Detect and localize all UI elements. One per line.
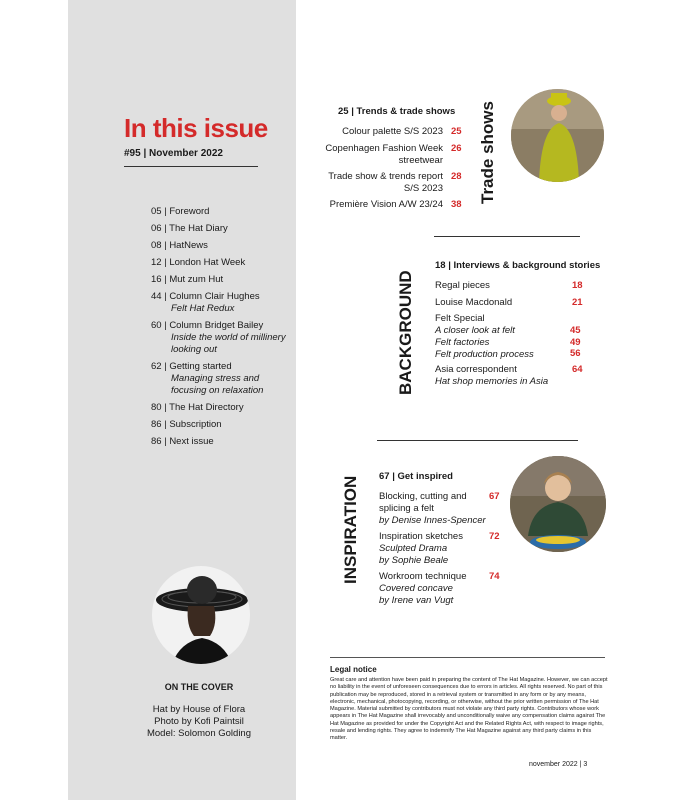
inspiration-section-heading: 67 | Get inspired — [379, 471, 453, 482]
page-number: 45 — [570, 325, 581, 336]
page-number: 18 — [572, 280, 583, 291]
section-divider — [377, 440, 578, 441]
toc-item[interactable]: 86 | Subscription — [151, 419, 222, 430]
trade-entry[interactable]: Copenhagen Fashion Week streetwear — [325, 143, 443, 166]
trade-entry[interactable]: Première Vision A/W 23/24 — [329, 199, 443, 210]
trade-entry[interactable]: Colour palette S/S 2023 — [342, 126, 443, 137]
inspiration-entry[interactable]: Blocking, cutting and splicing a felt by Denise Innes-Spencer — [379, 491, 486, 526]
trade-photo — [511, 89, 604, 182]
cover-label: ON THE COVER — [164, 682, 234, 692]
toc-item[interactable]: 06 | The Hat Diary — [151, 223, 228, 234]
toc-item[interactable]: 86 | Next issue — [151, 436, 214, 447]
section-divider — [434, 236, 580, 237]
page-number: 67 — [489, 491, 500, 502]
background-vertical-label: BACKGROUND — [396, 270, 415, 395]
cover-photo — [152, 566, 250, 664]
toc-item[interactable]: 16 | Mut zum Hut — [151, 274, 224, 285]
inspiration-vertical-label: INSPIRATION — [341, 475, 360, 584]
legal-divider — [330, 657, 605, 658]
toc-item[interactable]: 62 | Getting started Managing stress and focusing on relaxation — [151, 361, 264, 396]
page-number: 38 — [451, 199, 462, 210]
toc-item[interactable]: 80 | The Hat Directory — [151, 402, 244, 413]
background-entry[interactable]: Regal pieces — [435, 280, 490, 291]
background-entry[interactable]: Louise Macdonald — [435, 297, 513, 308]
background-entry[interactable]: Asia correspondent Hat shop memories in Asia — [435, 364, 549, 387]
toc-item[interactable]: 08 | HatNews — [151, 240, 208, 251]
toc-item[interactable]: 12 | London Hat Week — [151, 257, 246, 268]
inspiration-photo — [510, 456, 606, 552]
background-section-heading: 18 | Interviews & background stories — [435, 260, 601, 271]
page-footer: november 2022 | 3 — [529, 761, 588, 768]
page-number: 49 — [570, 337, 581, 348]
page-number: 25 — [451, 126, 462, 137]
page-number: 26 — [451, 143, 462, 154]
trade-shows-vertical-label: Trade shows — [478, 101, 497, 204]
toc-item[interactable]: 05 | Foreword — [151, 206, 210, 217]
page-number: 56 — [570, 348, 581, 359]
trade-entry[interactable]: Trade show & trends report S/S 2023 — [328, 171, 443, 194]
page-number: 72 — [489, 531, 500, 542]
toc-item[interactable]: 60 | Column Bridget Bailey Inside the world of millinery looking out — [151, 320, 286, 355]
page-number: 74 — [489, 571, 500, 582]
background-entry[interactable]: Felt Special A closer look at felt Felt factories Felt production process — [435, 313, 534, 360]
title-divider — [124, 166, 258, 167]
page-title: In this issue — [124, 113, 268, 143]
inspiration-entry[interactable]: Inspiration sketches Sculpted Drama by Sophie Beale — [379, 531, 463, 566]
page-number: 28 — [451, 171, 462, 182]
legal-title: Legal notice — [330, 665, 377, 674]
page-number: 21 — [572, 297, 583, 308]
trade-section-heading: 25 | Trends & trade shows — [338, 106, 456, 117]
cover-credits: Hat by House of Flora Photo by Kofi Paintsil Model: Solomon Golding — [146, 704, 252, 739]
page-number: 64 — [572, 364, 583, 375]
table-of-contents — [151, 206, 291, 453]
toc-item[interactable]: 44 | Column Clair Hughes Felt Hat Redux — [151, 291, 260, 314]
inspiration-entry[interactable]: Workroom technique Covered concave by Irene van Vugt — [379, 571, 467, 606]
legal-text: Great care and attention have been paid in preparing the content of The Hat Magazine. However, we can accept no liability in the event of unforeseen consequences due to errors in articles. All rights reserved. No part of this publication may be reproduced, stored in a retrieval system or transmitted in any form or by any means, electronic, mechanical, photocopying, recording, or otherwise, without the prior written permission of The Hat Magazine. Material submitted by contributors must not violate any third party rights. Contributors whose work appears in The Hat Magazine shall irrevocably and unconditionally waive any compensation claims against The Hat Magazine as provided for under the Copyright Act and the Related Rights Act, with respect to image rights, resale and lending rights. They agree to indemnify The Hat Magazine against any third party claims in this matter. — [330, 677, 608, 742]
issue-number: #95 | November 2022 — [124, 148, 223, 159]
